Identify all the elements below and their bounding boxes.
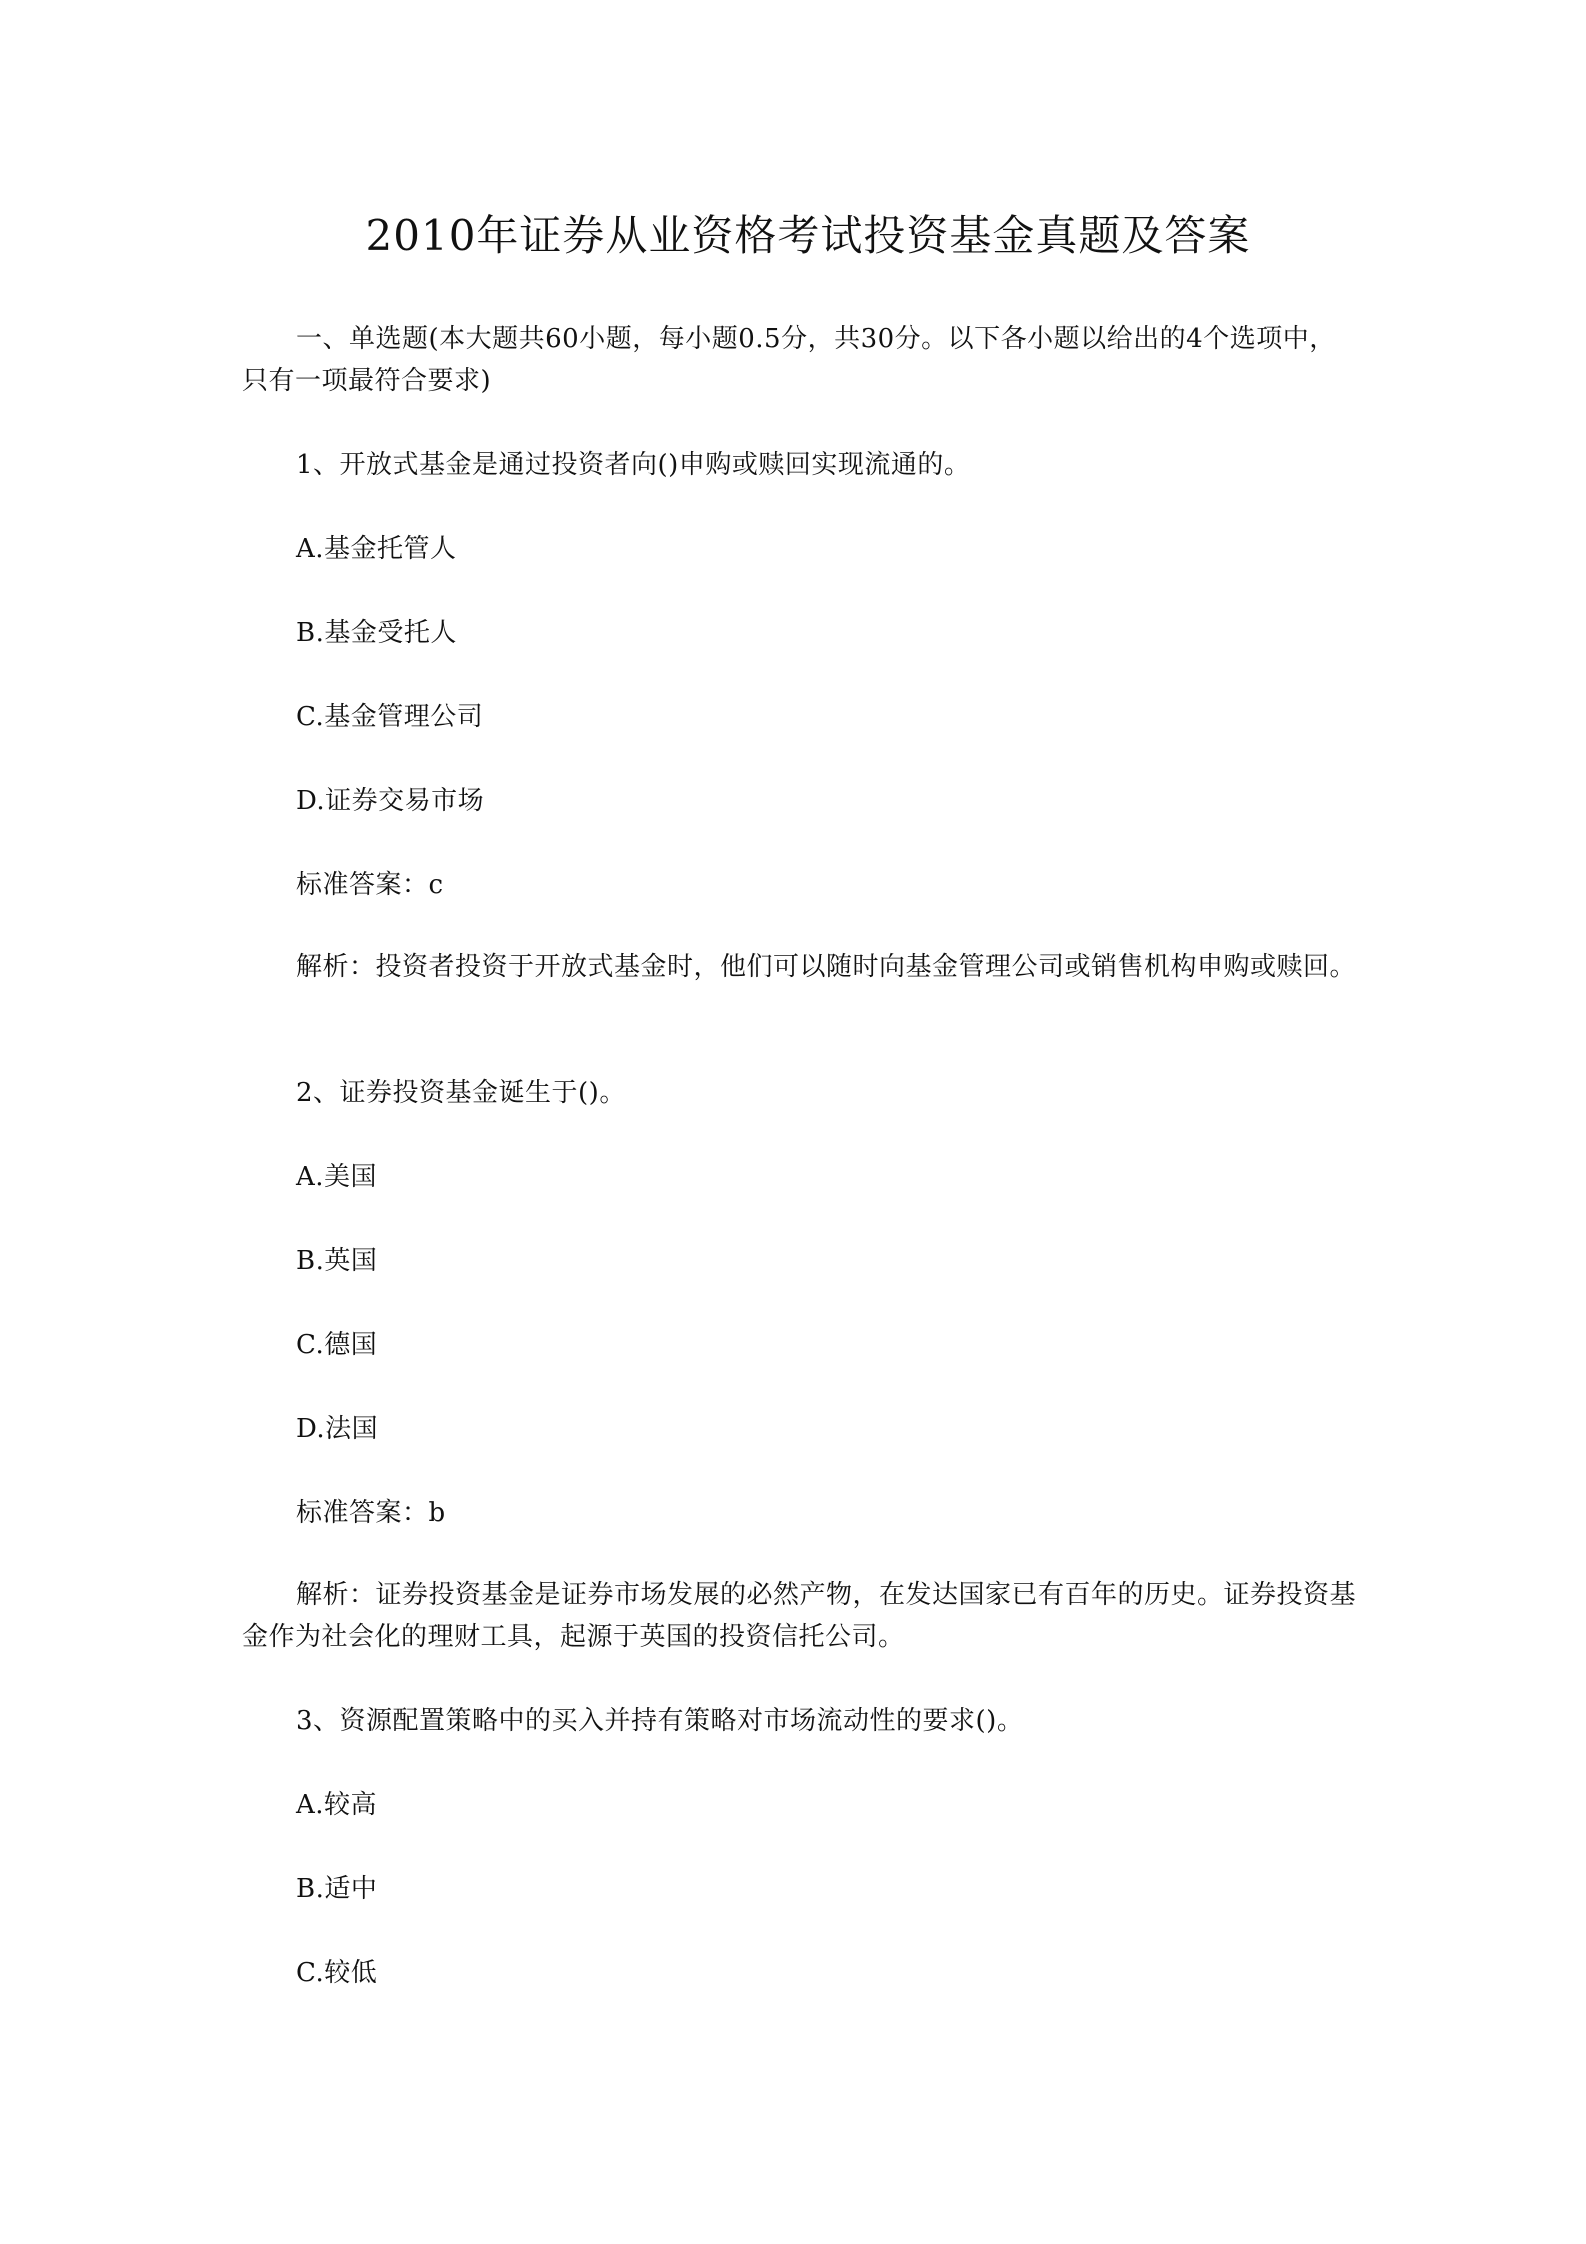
question-2-option-c: C.德国 bbox=[296, 1330, 378, 1360]
question-3-option-c: C.较低 bbox=[296, 1958, 378, 1988]
question-1-answer: 标准答案：c bbox=[296, 870, 444, 900]
question-2-answer: 标准答案：b bbox=[296, 1498, 446, 1528]
section-heading: 一、单选题(本大题共60小题，每小题0.5分，共30分。以下各小题以给出的4个选项中，只有一项最符合要求) bbox=[242, 324, 1336, 396]
question-3-option-b: B.适中 bbox=[296, 1874, 378, 1904]
question-2-option-d: D.法国 bbox=[296, 1414, 379, 1444]
question-1-option-d: D.证券交易市场 bbox=[296, 786, 485, 816]
question-2-stem: 2、证券投资基金诞生于()。 bbox=[296, 1078, 626, 1108]
question-1-analysis: 解析：投资者投资于开放式基金时，他们可以随时向基金管理公司或销售机构申购或赎回。 bbox=[296, 952, 1357, 982]
question-3-stem: 3、资源配置策略中的买入并持有策略对市场流动性的要求()。 bbox=[296, 1706, 1024, 1736]
question-2-analysis: 解析：证券投资基金是证券市场发展的必然产物，在发达国家已有百年的历史。证券投资基金作为社会化的理财工具，起源于英国的投资信托公司。 bbox=[242, 1580, 1357, 1652]
document-title: 2010年证券从业资格考试投资基金真题及答案 bbox=[365, 211, 1251, 260]
question-1-stem: 1、开放式基金是通过投资者向()申购或赎回实现流通的。 bbox=[296, 450, 971, 480]
question-2-option-b: B.英国 bbox=[296, 1246, 378, 1276]
question-3-option-a: A.较高 bbox=[296, 1790, 378, 1820]
question-1-option-b: B.基金受托人 bbox=[296, 618, 457, 648]
question-1-option-a: A.基金托管人 bbox=[296, 534, 457, 564]
question-2-option-a: A.美国 bbox=[296, 1162, 378, 1192]
question-1-option-c: C.基金管理公司 bbox=[296, 702, 484, 732]
